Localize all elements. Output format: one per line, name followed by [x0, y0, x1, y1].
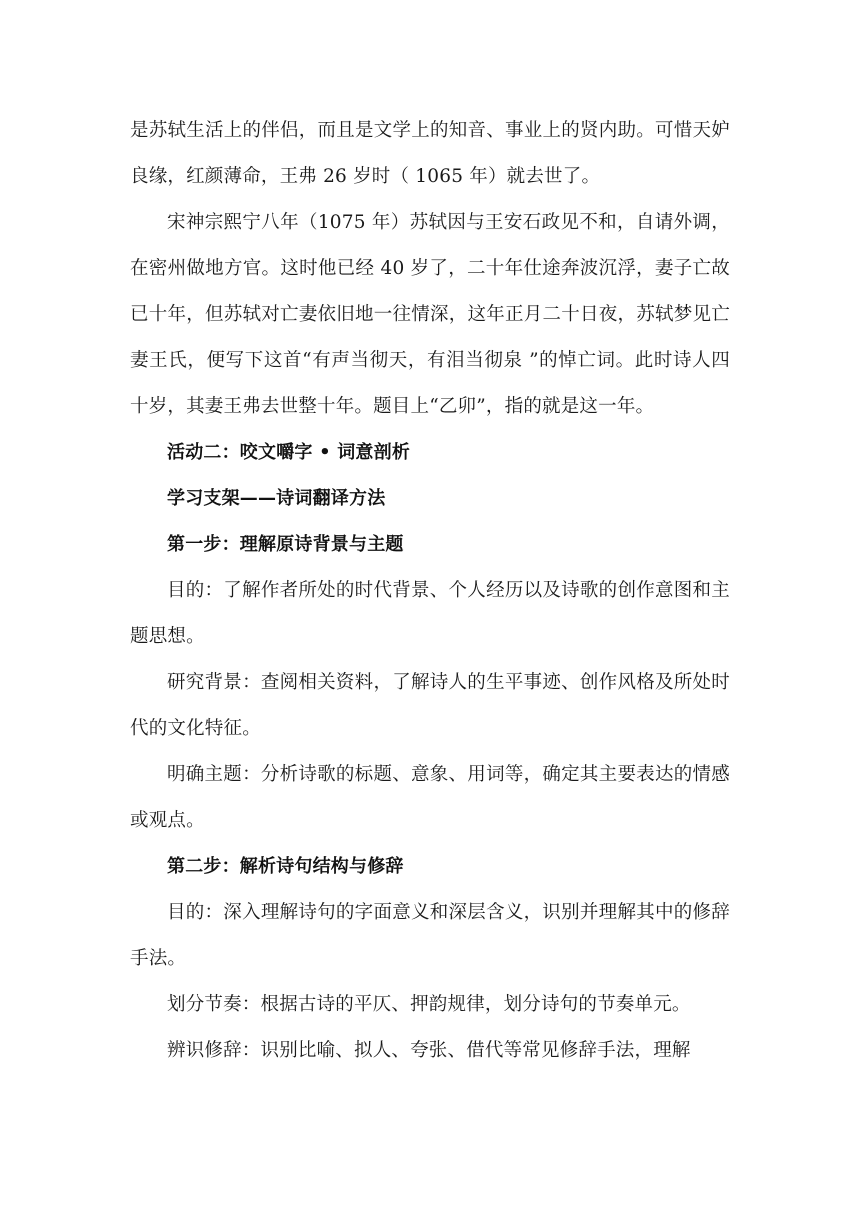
document-body	[130, 108, 730, 1074]
paragraph-step-two-purpose: 目的：深入理解诗句的字面意义和深层含义，识别并理解其中的修辞手法。	[130, 902, 730, 969]
paragraph-step-one-purpose: 目的：了解作者所处的时代背景、个人经历以及诗歌的创作意图和主题思想。	[130, 580, 730, 647]
heading-step-two: 第二步：解析诗句结构与修辞	[167, 856, 404, 877]
paragraph-research-background: 研究背景：查阅相关资料，了解诗人的生平事迹、创作风格及所处时代的文化特征。	[130, 672, 730, 739]
heading-step-one: 第一步：理解原诗背景与主题	[167, 534, 404, 555]
paragraph-wang-fu-background: 是苏轼生活上的伴侣，而且是文学上的知音、事业上的贤内助。可惜天妒良缘，红颜薄命，王弗 26 岁时（ 1065 年）就去世了。	[130, 120, 730, 187]
paragraph-clarify-theme: 明确主题：分析诗歌的标题、意象、用词等，确定其主要表达的情感或观点。	[130, 764, 730, 831]
paragraph-divide-rhythm: 划分节奏：根据古诗的平仄、押韵规律，划分诗句的节奏单元。	[167, 994, 691, 1015]
paragraph-xining-background: 宋神宗熙宁八年（1075 年）苏轼因与王安石政见不和，自请外调，在密州做地方官。这时他已经 40 岁了，二十年仕途奔波沉浮，妻子亡故已十年，但苏轼对亡妻依旧地一往情深，这年正月二十日夜，苏轼梦见亡妻王氏，便写下这首“有声当彻天，有泪当彻泉 ”的悼亡词。此时诗人四十岁，其妻王弗去世整十年。题目上“乙卯”，指的就是这一年。	[130, 212, 730, 417]
heading-learning-scaffold: 学习支架——诗词翻译方法	[167, 488, 386, 509]
paragraph-identify-rhetoric: 辨识修辞：识别比喻、拟人、夸张、借代等常见修辞手法，理解	[167, 1040, 691, 1061]
heading-activity-two: 活动二：咬文嚼字 • 词意剖析	[167, 442, 411, 463]
